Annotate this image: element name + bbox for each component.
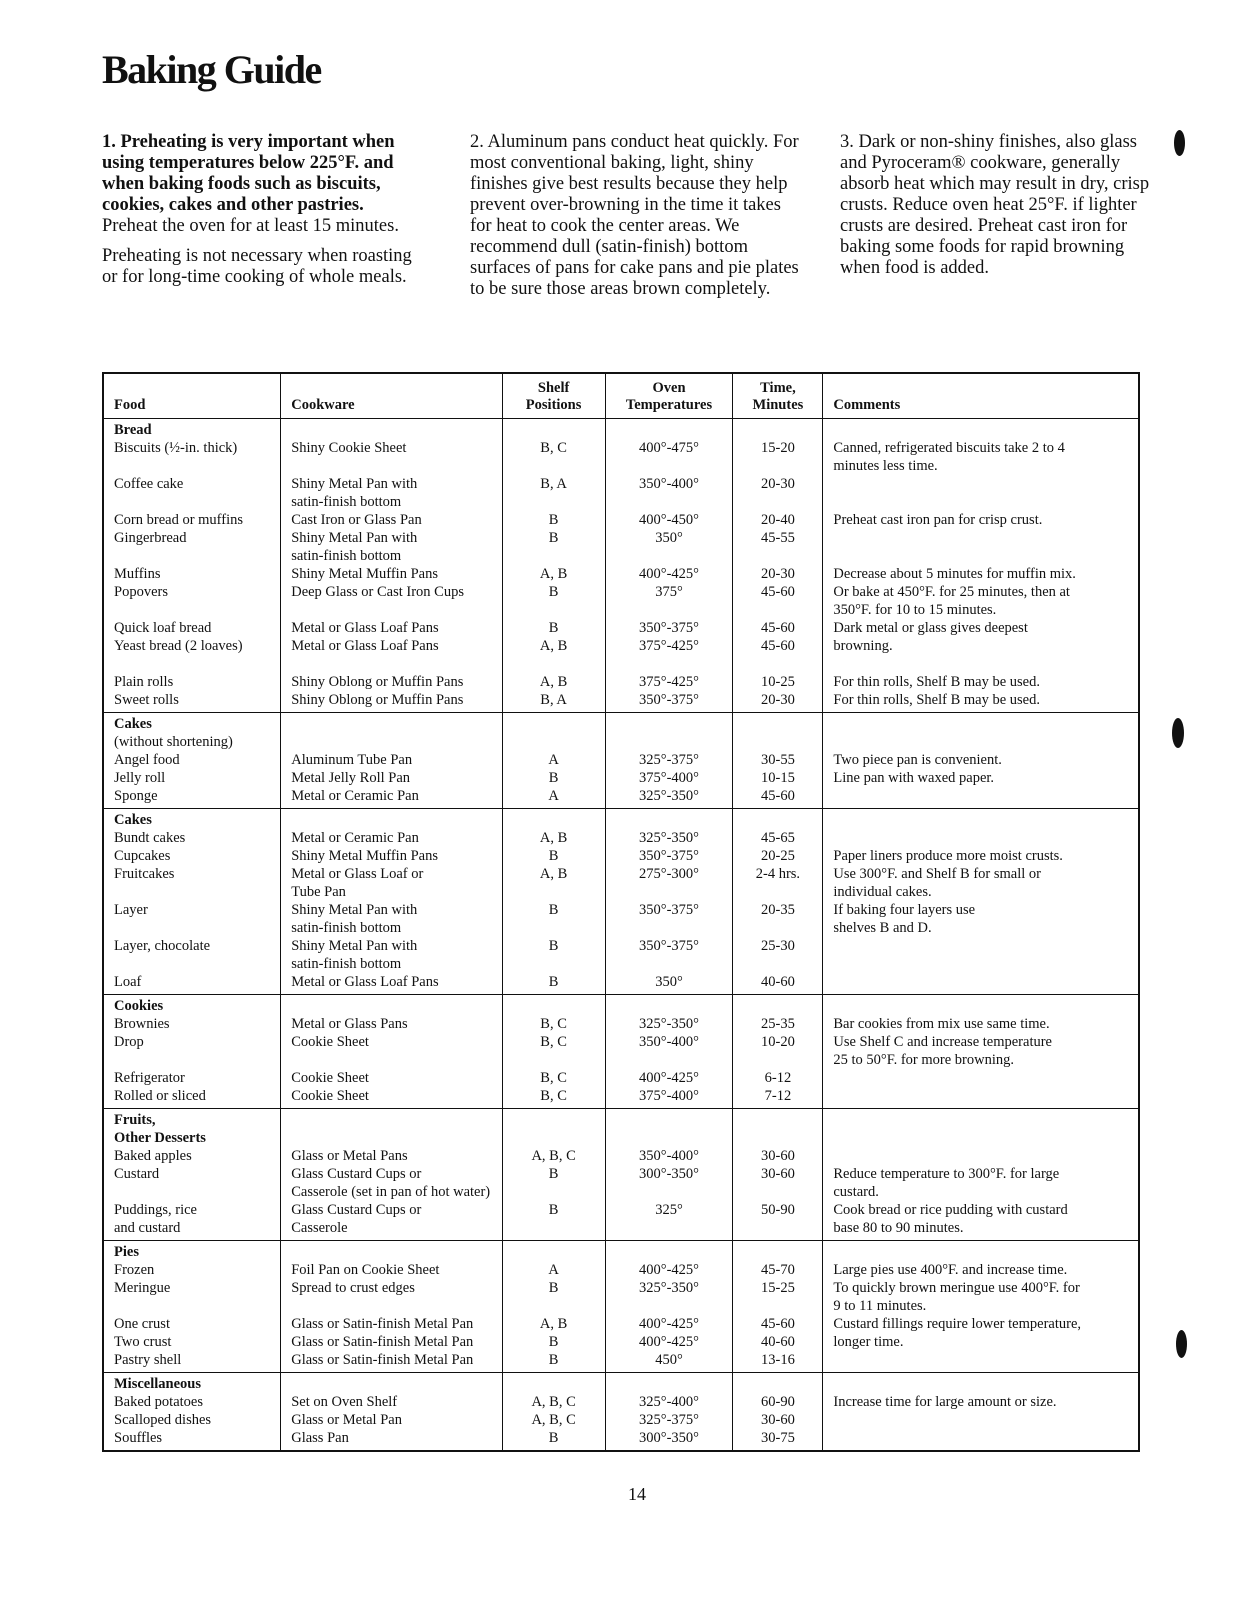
shelf-positions-cell (502, 1241, 605, 1373)
oven-temperatures-cell-text: 350°-400° 300°-350° 325° (639, 1148, 699, 1218)
food-cell (103, 1109, 281, 1241)
time-minutes-cell-text: 15-20 20-30 20-40 45-55 20-30 45-60 45-60 45-60 10-25 20-30 (760, 440, 795, 708)
shelf-positions-cell (502, 713, 605, 809)
food-items: (without shortening) Angel food Jelly roll Sponge (114, 734, 233, 804)
food-items: Brownies Drop Refrigerator Rolled or sliced (114, 1016, 206, 1104)
heading-spacer (616, 715, 723, 733)
header-food: Food (103, 373, 281, 419)
cookware-cell-text: Shiny Cookie Sheet Shiny Metal Pan with satin-finish bottom Cast Iron or Glass Pan Shiny Metal Pan with satin-finish bottom Shiny Metal Muffin Pans Deep Glass or Cast Iron Cups Metal or Glass Loaf Pans Metal or Glass Loaf Pans Shiny Oblong or Muffin Pans Shiny Oblong or Muffin Pans (291, 440, 464, 708)
baking-guide-table (102, 372, 1140, 1452)
table-row (103, 713, 1139, 809)
page-number: 14 (628, 1484, 646, 1504)
heading-spacer (833, 715, 1128, 733)
comments-cell (823, 995, 1139, 1109)
heading-spacer (743, 1111, 812, 1147)
time-minutes-cell (733, 419, 823, 713)
cookware-cell-text: Glass or Metal Pans Glass Custard Cups or Casserole (set in pan of hot water) Glass Custard Cups or Casserole (291, 1148, 491, 1236)
time-minutes-cell-text: 60-90 30-60 30-75 (760, 1394, 795, 1446)
time-minutes-cell-text: 45-65 20-25 2-4 hrs. 20-35 25-30 40-60 (755, 830, 801, 990)
comments-cell-text: Large pies use 400°F. and increase time. To quickly brown meringue use 400°F. for 9 to 11 minutes. Custard fillings require lower temperature, longer time. (833, 1262, 1082, 1350)
heading-spacer (833, 997, 1128, 1015)
heading-spacer (291, 1375, 491, 1393)
heading-spacer (513, 1243, 595, 1261)
food-items: Baked potatoes Scalloped dishes Souffles (114, 1394, 212, 1446)
cookware-cell-text: Metal or Ceramic Pan Shiny Metal Muffin Pans Metal or Glass Loaf or Tube Pan Shiny Metal Pan with satin-finish bottom Shiny Metal Pan with satin-finish bottom Metal or Glass Loaf Pans (291, 830, 439, 990)
comments-cell-text: Reduce temperature to 300°F. for large custard. Cook bread or rice pudding with custard base 80 to 90 minutes. (833, 1166, 1068, 1236)
shelf-positions-cell-text: B, C B, A B B A, B B B A, B A, B B, A (539, 440, 568, 708)
heading-spacer (616, 811, 723, 829)
binder-hole-mark (1172, 718, 1184, 748)
heading-spacer (743, 421, 812, 439)
binder-hole-mark (1176, 1330, 1187, 1358)
intro-column-3 (840, 132, 1160, 288)
table-row (103, 1373, 1139, 1452)
table-row (103, 809, 1139, 995)
heading-spacer (291, 997, 491, 1015)
oven-temperatures-cell (605, 995, 733, 1109)
comments-cell (823, 809, 1139, 995)
shelf-positions-cell (502, 995, 605, 1109)
section-heading: Miscellaneous (114, 1376, 201, 1392)
food-items: Biscuits (½-in. thick) Coffee cake Corn bread or muffins Gingerbread Muffins Popovers Quick loaf bread Yeast bread (2 loaves) Plain rolls Sweet rolls (114, 440, 243, 708)
table-body (103, 419, 1139, 1452)
shelf-positions-cell (502, 1373, 605, 1452)
time-minutes-cell (733, 1241, 823, 1373)
comments-cell-text: Paper liners produce more moist crusts. Use 300°F. and Shelf B for small or individual cakes. If baking four layers use shelves B and D. (833, 848, 1063, 936)
heading-spacer (743, 811, 812, 829)
food-cell (103, 1241, 281, 1373)
heading-spacer (743, 1375, 812, 1393)
comments-cell-text: Two piece pan is convenient. Line pan with waxed paper. (833, 752, 1002, 786)
heading-spacer (833, 1375, 1128, 1393)
heading-spacer (513, 997, 595, 1015)
table-header-row (103, 373, 1139, 419)
time-minutes-cell-text: 25-35 10-20 6-12 7-12 (760, 1016, 795, 1104)
comments-cell-text: Bar cookies from mix use same time. Use Shelf C and increase temperature 25 to 50°F. for more browning. (833, 1016, 1052, 1068)
comments-cell (823, 419, 1139, 713)
header-time-minutes: Time, Minutes (733, 373, 823, 419)
heading-spacer (743, 997, 812, 1015)
cookware-cell-text: Aluminum Tube Pan Metal Jelly Roll Pan Metal or Ceramic Pan (291, 752, 419, 804)
intro-emphasis: 1. Preheating is very important when using temperatures below 225°F. and when baking foods such as biscuits, cookies, cakes and other pastries. (102, 132, 395, 215)
heading-spacer (291, 421, 491, 439)
shelf-positions-cell (502, 809, 605, 995)
heading-spacer (833, 421, 1128, 439)
oven-temperatures-cell-text: 400°-475° 350°-400° 400°-450° 350° 400°-425° 375° 350°-375° 375°-425° 375°-425° 350°-375° (639, 440, 699, 708)
food-cell (103, 419, 281, 713)
cookware-cell-text: Foil Pan on Cookie Sheet Spread to crust edges Glass or Satin-finish Metal Pan Glass or Satin-finish Metal Pan Glass or Satin-finish Metal Pan (291, 1262, 474, 1368)
heading-spacer (616, 997, 723, 1015)
cookware-cell (281, 419, 502, 713)
time-minutes-cell (733, 713, 823, 809)
intro-paragraph: 3. Dark or non-shiny finishes, also glass and Pyroceram® cookware, generally absorb heat which may result in dry, crisp crusts. Reduce oven heat 25°F. if lighter crusts are desired. Preheat cast iron for baking some foods for rapid browning when food is added. (840, 132, 1150, 278)
intro-column-2 (470, 132, 800, 309)
time-minutes-cell (733, 809, 823, 995)
comments-cell (823, 1109, 1139, 1241)
oven-temperatures-cell-text: 325°-400° 325°-375° 300°-350° (639, 1394, 699, 1446)
heading-spacer (291, 715, 491, 733)
heading-spacer (291, 811, 491, 829)
shelf-positions-cell (502, 1109, 605, 1241)
comments-cell (823, 713, 1139, 809)
time-minutes-cell-text: 45-70 15-25 45-60 40-60 13-16 (760, 1262, 795, 1368)
oven-temperatures-cell (605, 419, 733, 713)
cookware-cell-text: Metal or Glass Pans Cookie Sheet Cookie Sheet Cookie Sheet (291, 1016, 408, 1104)
heading-spacer (513, 811, 595, 829)
oven-temperatures-cell (605, 713, 733, 809)
food-cell (103, 809, 281, 995)
intro-text: Preheat the oven for at least 15 minutes. (102, 216, 399, 236)
heading-spacer (291, 1111, 491, 1147)
time-minutes-cell-text: 30-55 10-15 45-60 (760, 752, 795, 804)
heading-spacer (291, 1243, 491, 1261)
heading-spacer (616, 421, 723, 439)
section-heading: Cookies (114, 998, 164, 1014)
shelf-positions-cell-text: A B A (548, 752, 559, 804)
header-oven-temperatures: Oven Temperatures (605, 373, 733, 419)
cookware-cell (281, 1373, 502, 1452)
cookware-cell (281, 809, 502, 995)
heading-spacer (833, 811, 1128, 829)
header-cookware: Cookware (281, 373, 502, 419)
heading-spacer (743, 715, 812, 733)
intro-paragraph: Preheating is not necessary when roasting or for long-time cooking of whole meals. (102, 246, 412, 287)
heading-spacer (616, 1243, 723, 1261)
oven-temperatures-cell-text: 325°-350° 350°-400° 400°-425° 375°-400° (639, 1016, 699, 1104)
heading-spacer (513, 421, 595, 439)
table-row (103, 1241, 1139, 1373)
oven-temperatures-cell-text: 400°-425° 325°-350° 400°-425° 400°-425° 450° (639, 1262, 699, 1368)
oven-temperatures-cell (605, 1109, 733, 1241)
time-minutes-cell (733, 1373, 823, 1452)
intro-paragraph (102, 132, 412, 237)
section-heading: Pies (114, 1244, 139, 1260)
comments-cell (823, 1373, 1139, 1452)
oven-temperatures-cell (605, 1241, 733, 1373)
heading-spacer (833, 1111, 1128, 1147)
table-row (103, 995, 1139, 1109)
section-heading: Cakes (114, 812, 152, 828)
comments-cell-text: Canned, refrigerated biscuits take 2 to 4 minutes less time. Preheat cast iron pan for crisp crust. Decrease about 5 minutes for muffin mix. Or bake at 450°F. for 25 minutes, then at 350°F. for 10 to 15 minutes. Dark metal or glass gives deepest browning. For thin rolls, Shelf B may be used. For thin rolls, Shelf B may be used. (833, 440, 1076, 708)
food-items: Frozen Meringue One crust Two crust Pastry shell (114, 1262, 182, 1368)
food-cell (103, 1373, 281, 1452)
cookware-cell (281, 1241, 502, 1373)
shelf-positions-cell-text: A, B B A, B B B B (539, 830, 568, 990)
binder-hole-mark (1174, 130, 1185, 156)
food-items: Bundt cakes Cupcakes Fruitcakes Layer Layer, chocolate Loaf (114, 830, 211, 990)
heading-spacer (616, 1375, 723, 1393)
time-minutes-cell (733, 995, 823, 1109)
time-minutes-cell (733, 1109, 823, 1241)
table-row (103, 419, 1139, 713)
intro-paragraph: 2. Aluminum pans conduct heat quickly. For most conventional baking, light, shiny finishes give best results because they help prevent over-browning in the time it takes for heat to cook the center areas. We recommend dull (satin-finish) bottom surfaces of pans for cake pans and pie plates to be sure those areas brown completely. (470, 132, 799, 299)
cookware-cell (281, 1109, 502, 1241)
section-heading: Bread (114, 422, 152, 438)
heading-spacer (513, 1375, 595, 1393)
food-cell (103, 713, 281, 809)
cookware-cell (281, 713, 502, 809)
section-heading: Fruits, Other Desserts (114, 1112, 206, 1146)
comments-cell-text: Increase time for large amount or size. (833, 1394, 1057, 1410)
heading-spacer (833, 1243, 1128, 1261)
heading-spacer (513, 1111, 595, 1147)
section-heading: Cakes (114, 716, 152, 732)
oven-temperatures-cell-text: 325°-375° 375°-400° 325°-350° (639, 752, 699, 804)
cookware-cell-text: Set on Oven Shelf Glass or Metal Pan Glass Pan (291, 1394, 402, 1446)
food-items: Baked apples Custard Puddings, rice and custard (114, 1148, 197, 1236)
shelf-positions-cell-text: A, B, C A, B, C B (531, 1394, 576, 1446)
intro-column-1 (102, 132, 412, 297)
heading-spacer (743, 1243, 812, 1261)
header-comments: Comments (823, 373, 1139, 419)
heading-spacer (616, 1111, 723, 1147)
food-cell (103, 995, 281, 1109)
comments-cell (823, 1241, 1139, 1373)
oven-temperatures-cell-text: 325°-350° 350°-375° 275°-300° 350°-375° 350°-375° 350° (639, 830, 699, 990)
oven-temperatures-cell (605, 809, 733, 995)
oven-temperatures-cell (605, 1373, 733, 1452)
shelf-positions-cell (502, 419, 605, 713)
table-row (103, 1109, 1139, 1241)
cookware-cell (281, 995, 502, 1109)
page-title: Baking Guide (102, 47, 321, 92)
heading-spacer (513, 715, 595, 733)
shelf-positions-cell-text: B, C B, C B, C B, C (540, 1016, 567, 1104)
time-minutes-cell-text: 30-60 30-60 50-90 (760, 1148, 795, 1218)
shelf-positions-cell-text: A B A, B B B (539, 1262, 568, 1368)
shelf-positions-cell-text: A, B, C B B (531, 1148, 576, 1218)
header-shelf-positions: Shelf Positions (502, 373, 605, 419)
